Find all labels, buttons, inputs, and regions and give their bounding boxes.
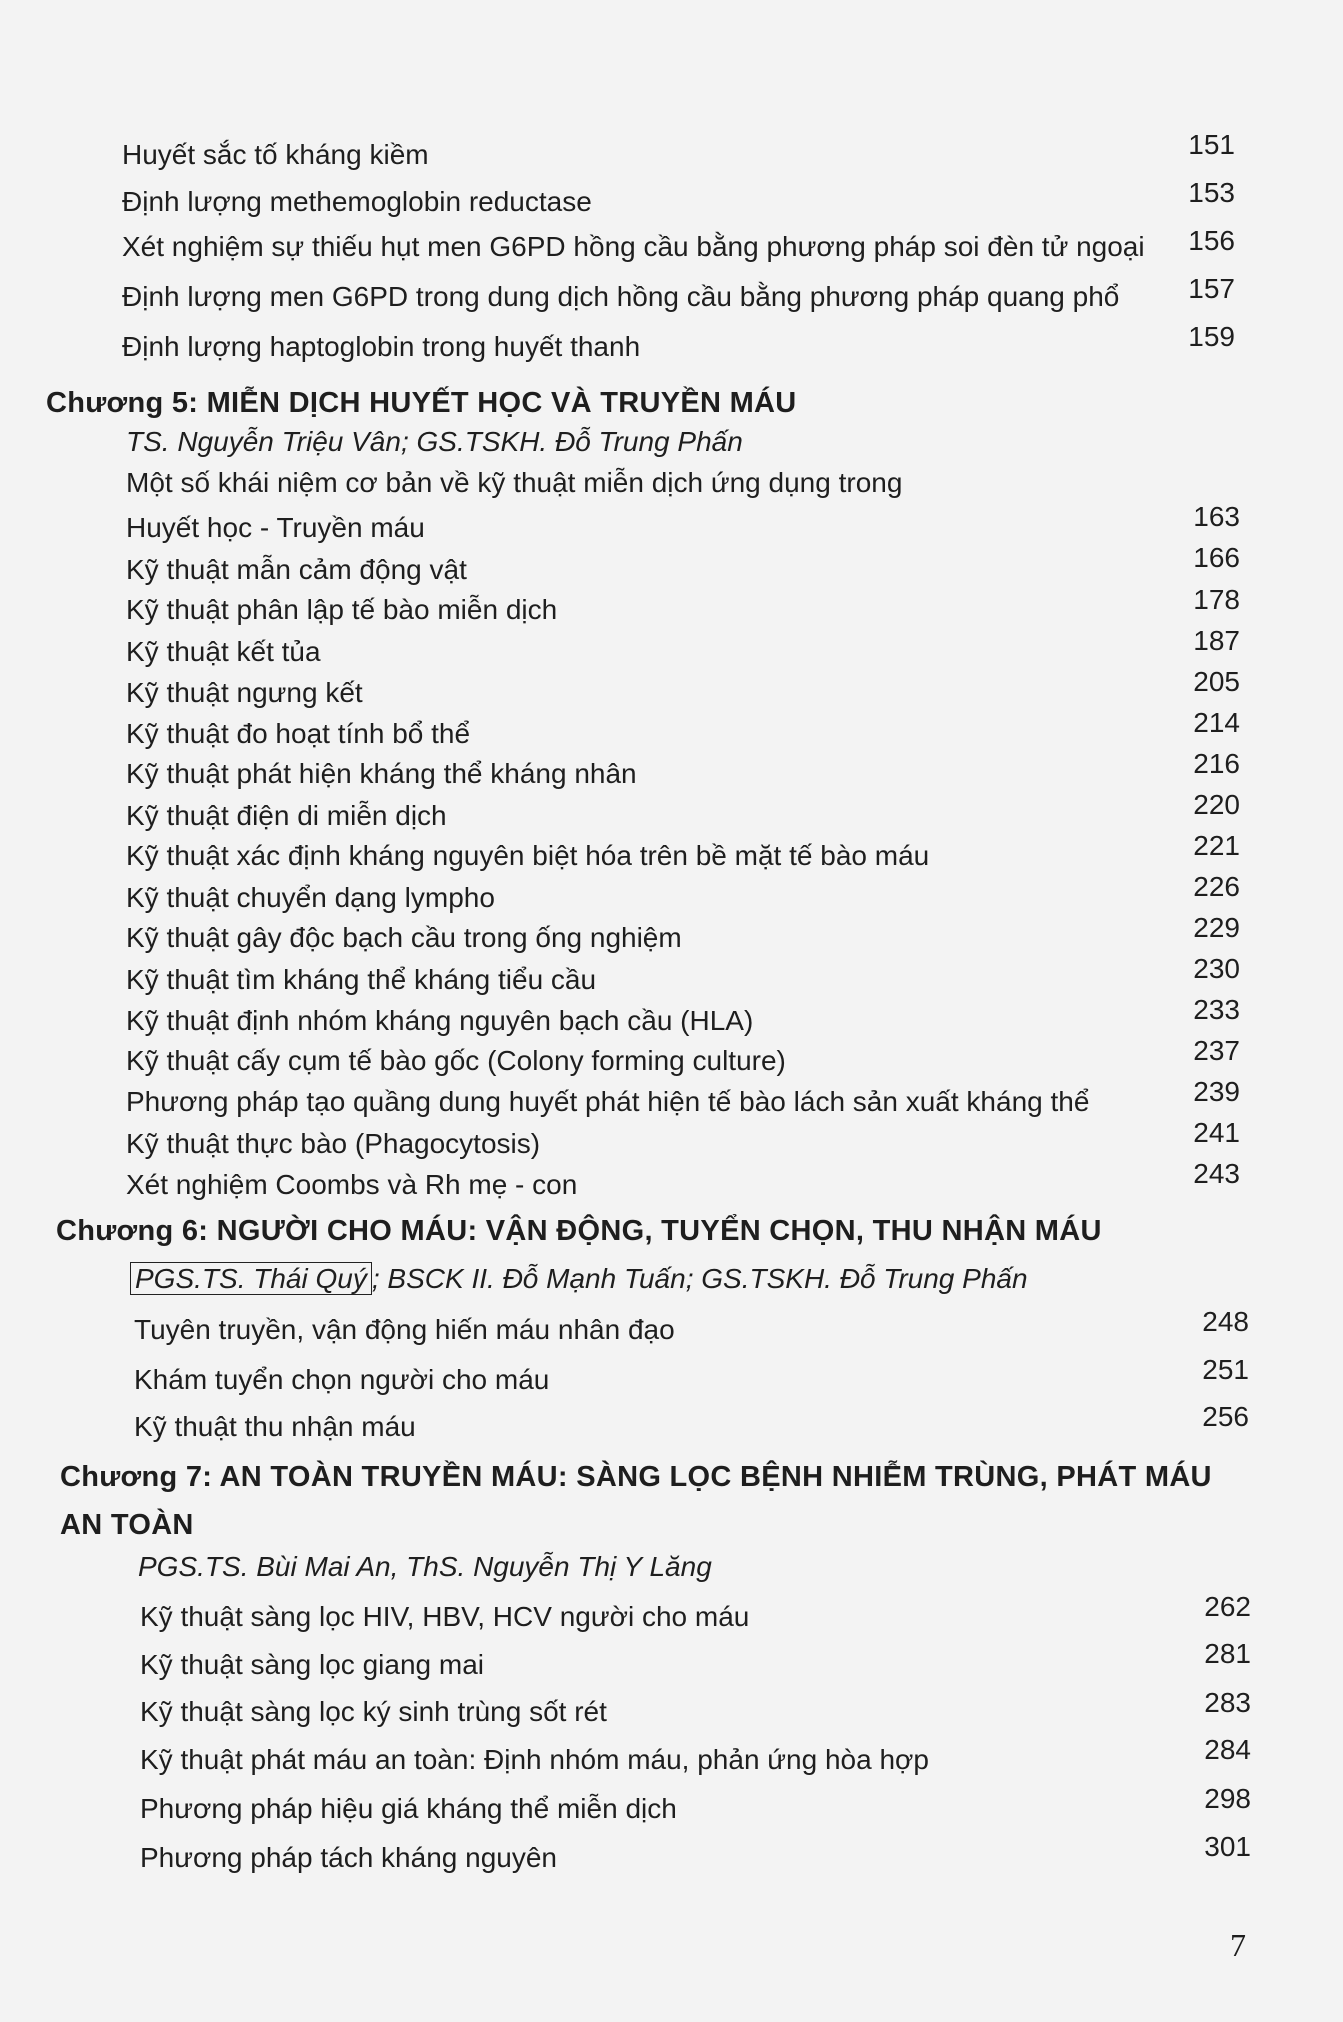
toc-entry: Kỹ thuật thực bào (Phagocytosis) xyxy=(126,1128,541,1159)
toc-entry: Kỹ thuật tìm kháng thể kháng tiểu cầu xyxy=(126,964,597,995)
page-ref: 205 xyxy=(1193,666,1240,697)
page-ref: 262 xyxy=(1204,1591,1251,1622)
page-ref: 151 xyxy=(1188,129,1235,160)
toc-entry: Kỹ thuật phát máu an toàn: Định nhóm máu, phản ứng hòa hợp xyxy=(140,1744,929,1775)
chapter-7-title: Chương 7: AN TOÀN TRUYỀN MÁU: SÀNG LỌC BỆNH NHIỄM TRÙNG, PHÁT MÁU xyxy=(60,1461,1212,1493)
toc-entry: Một số khái niệm cơ bản về kỹ thuật miễn dịch ứng dụng trong xyxy=(126,467,903,498)
page-ref: 178 xyxy=(1193,584,1240,615)
page-ref: 216 xyxy=(1193,748,1240,779)
highlighted-author: PGS.TS. Thái Quý xyxy=(130,1262,372,1295)
toc-entry: Kỹ thuật kết tủa xyxy=(126,636,321,667)
page-ref: 187 xyxy=(1193,625,1240,656)
page-ref: 283 xyxy=(1204,1687,1251,1718)
toc-entry: Tuyên truyền, vận động hiến máu nhân đạo xyxy=(134,1314,675,1345)
page-ref: 298 xyxy=(1204,1783,1251,1814)
chapter-6-title: Chương 6: NGƯỜI CHO MÁU: VẬN ĐỘNG, TUYỂN CHỌN, THU NHẬN MÁU xyxy=(56,1215,1102,1247)
chapter-6-authors xyxy=(130,1262,1028,1296)
page-ref: 256 xyxy=(1202,1401,1249,1432)
toc-entry: Kỹ thuật sàng lọc ký sinh trùng sốt rét xyxy=(140,1696,607,1727)
page-ref: 248 xyxy=(1202,1306,1249,1337)
page-ref: 156 xyxy=(1188,225,1235,256)
page-ref: 301 xyxy=(1204,1831,1251,1862)
chapter-5-title: Chương 5: MIỄN DỊCH HUYẾT HỌC VÀ TRUYỀN MÁU xyxy=(46,387,797,419)
toc-entry: Kỹ thuật gây độc bạch cầu trong ống nghiệm xyxy=(126,922,682,953)
page-number: 7 xyxy=(1230,1927,1246,1963)
toc-entry: Kỹ thuật phân lập tế bào miễn dịch xyxy=(126,594,558,625)
toc-entry: Xét nghiệm sự thiếu hụt men G6PD hồng cầu bằng phương pháp soi đèn tử ngoại xyxy=(122,231,1145,262)
toc-entry: Phương pháp tách kháng nguyên xyxy=(140,1842,557,1873)
page-ref: 233 xyxy=(1193,994,1240,1025)
page-ref: 284 xyxy=(1204,1734,1251,1765)
toc-entry: Kỹ thuật điện di miễn dịch xyxy=(126,800,447,831)
toc-entry: Định lượng methemoglobin reductase xyxy=(122,186,592,217)
toc-entry: Kỹ thuật mẫn cảm động vật xyxy=(126,554,467,585)
page-ref: 230 xyxy=(1193,953,1240,984)
chapter-7-title-cont: AN TOÀN xyxy=(60,1509,194,1541)
toc-entry: Xét nghiệm Coombs và Rh mẹ - con xyxy=(126,1169,578,1200)
page-ref: 214 xyxy=(1193,707,1240,738)
page-ref: 226 xyxy=(1193,871,1240,902)
toc-entry: Huyết học - Truyền máu xyxy=(126,512,425,543)
page-ref: 237 xyxy=(1193,1035,1240,1066)
author-rest: ; BSCK II. Đỗ Mạnh Tuấn; GS.TSKH. Đỗ Trung Phấn xyxy=(371,1263,1028,1294)
page-ref: 281 xyxy=(1204,1638,1251,1669)
toc-entry: Kỹ thuật thu nhận máu xyxy=(134,1411,416,1442)
page-ref: 243 xyxy=(1193,1158,1240,1189)
toc-entry: Phương pháp tạo quầng dung huyết phát hiện tế bào lách sản xuất kháng thể xyxy=(126,1086,1090,1117)
toc-entry: Định lượng men G6PD trong dung dịch hồng cầu bằng phương pháp quang phổ xyxy=(122,281,1120,312)
page-ref: 157 xyxy=(1188,273,1235,304)
toc-entry: Kỹ thuật sàng lọc HIV, HBV, HCV người cho máu xyxy=(140,1601,750,1632)
toc-entry: Kỹ thuật chuyển dạng lympho xyxy=(126,882,495,913)
chapter-5-authors: TS. Nguyễn Triệu Vân; GS.TSKH. Đỗ Trung Phấn xyxy=(126,426,743,457)
page-ref: 241 xyxy=(1193,1117,1240,1148)
toc-entry: Phương pháp hiệu giá kháng thể miễn dịch xyxy=(140,1793,677,1824)
page-ref: 166 xyxy=(1193,542,1240,573)
toc-entry: Khám tuyển chọn người cho máu xyxy=(134,1364,550,1395)
page-ref: 239 xyxy=(1193,1076,1240,1107)
toc-entry: Huyết sắc tố kháng kiềm xyxy=(122,139,429,170)
toc-entry: Kỹ thuật cấy cụm tế bào gốc (Colony forming culture) xyxy=(126,1045,786,1076)
page-ref: 163 xyxy=(1193,501,1240,532)
page-ref: 153 xyxy=(1188,177,1235,208)
toc-entry: Định lượng haptoglobin trong huyết thanh xyxy=(122,331,641,362)
toc-entry: Kỹ thuật sàng lọc giang mai xyxy=(140,1649,484,1680)
toc-entry: Kỹ thuật ngưng kết xyxy=(126,677,363,708)
page-ref: 229 xyxy=(1193,912,1240,943)
page-ref: 159 xyxy=(1188,321,1235,352)
page-ref: 221 xyxy=(1193,830,1240,861)
chapter-7-authors: PGS.TS. Bùi Mai An, ThS. Nguyễn Thị Y Lăng xyxy=(138,1551,712,1582)
toc-entry: Kỹ thuật xác định kháng nguyên biệt hóa trên bề mặt tế bào máu xyxy=(126,840,930,871)
toc-entry: Kỹ thuật đo hoạt tính bổ thể xyxy=(126,718,471,749)
toc-entry: Kỹ thuật định nhóm kháng nguyên bạch cầu (HLA) xyxy=(126,1005,754,1036)
page-ref: 220 xyxy=(1193,789,1240,820)
page-ref: 251 xyxy=(1202,1354,1249,1385)
toc-entry: Kỹ thuật phát hiện kháng thể kháng nhân xyxy=(126,758,637,789)
